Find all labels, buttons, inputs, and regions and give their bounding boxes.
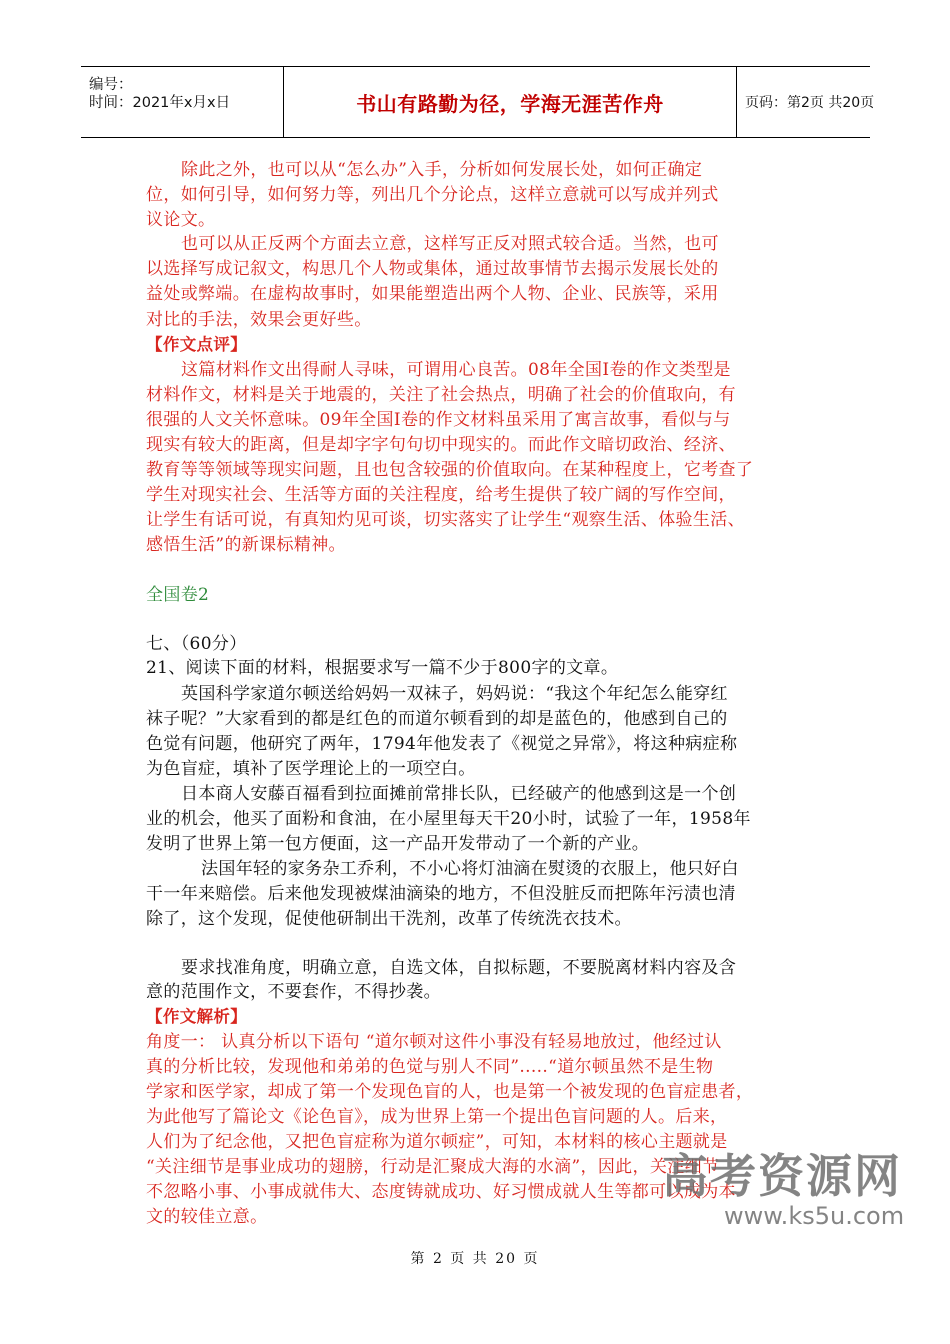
text-line: “关注细节是事业成功的翅膀，行动是汇聚成大海的水滴”，因此，关注细节 bbox=[146, 1157, 720, 1177]
text-line: 议论文。 bbox=[146, 210, 216, 230]
number-label: 编号： bbox=[89, 77, 133, 93]
text-line: 人们为了纪念他，又把色盲症称为道尔顿症”，可知，本材料的核心主题就是 bbox=[146, 1132, 728, 1152]
date-label: 时间：2021年x月x日 bbox=[89, 95, 231, 111]
text-line: 角度一： 认真分析以下语句 “道尔顿对这件小事没有轻易地放过，他经过认 bbox=[146, 1032, 722, 1052]
text-line: 为色盲症，填补了医学理论上的一项空白。 bbox=[146, 759, 476, 779]
text-line: 全国卷2 bbox=[146, 585, 210, 605]
text-line: 以选择写成记叙文，构思几个人物或集体，通过故事情节去揭示发展长处的 bbox=[146, 259, 719, 279]
text-line: 真的分析比较，发现他和弟弟的色觉与别人不同”.....“道尔顿虽然不是生物 bbox=[146, 1057, 714, 1077]
text-line: 英国科学家道尔顿送给妈妈一双袜子，妈妈说：“我这个年纪怎么能穿红 bbox=[181, 684, 728, 704]
text-line: 很强的人文关怀意味。09年全国Ⅰ卷的作文材料虽采用了寓言故事，看似与与 bbox=[146, 410, 731, 430]
text-line: 21、阅读下面的材料，根据要求写一篇不少于800字的文章。 bbox=[146, 658, 619, 678]
text-line: 教育等等领域等现实问题，且也包含较强的价值取向。在某种程度上，它考查了 bbox=[146, 460, 754, 480]
text-line: 发明了世界上第一包方便面，这一产品开发带动了一个新的产业。 bbox=[146, 834, 650, 854]
text-line: 学家和医学家，却成了第一个发现色盲的人，也是第一个被发现的色盲症患者， bbox=[146, 1082, 754, 1102]
watermark-logo bbox=[662, 1140, 922, 1260]
header-meta bbox=[81, 67, 283, 137]
text-line: 也可以从正反两个方面去立意，这样写正反对照式较合适。当然，也可 bbox=[181, 234, 719, 254]
text-line: 【作文解析】 bbox=[146, 1007, 248, 1026]
text-line: 日本商人安藤百福看到拉面摊前常排长队，已经破产的他感到这是一个创 bbox=[181, 784, 737, 804]
text-line: 除此之外，也可以从“怎么办”入手，分析如何发展长处，如何正确定 bbox=[181, 160, 703, 180]
text-line: 感悟生活”的新课标精神。 bbox=[146, 535, 346, 555]
text-line: 不忽略小事、小事成就伟大、态度铸就成功、好习惯成就人生等都可以成为本 bbox=[146, 1182, 736, 1202]
text-line: 材料作文，材料是关于地震的，关注了社会热点，明确了社会的价值取向，有 bbox=[146, 385, 736, 405]
text-line: 【作文点评】 bbox=[146, 335, 248, 354]
text-line: 现实有较大的距离，但是却字字句句切中现实的。而此作文暗切政治、经济、 bbox=[146, 435, 736, 455]
text-line: 七、（60分） bbox=[146, 634, 247, 654]
text-line: 法国年轻的家务杂工乔利，不小心将灯油滴在熨烫的衣服上，他只好白 bbox=[201, 859, 739, 879]
text-line: 学生对现实社会、生活等方面的关注程度，给考生提供了较广阔的写作空间， bbox=[146, 485, 736, 505]
text-line: 为此他写了篇论文《论色盲》，成为世界上第一个提出色盲问题的人。后来， bbox=[146, 1107, 728, 1127]
text-line: 袜子呢？”大家看到的都是红色的而道尔顿看到的却是蓝色的，他感到自己的 bbox=[146, 709, 728, 729]
watermark-url: www.ks5u.com bbox=[724, 1202, 905, 1230]
text-line: 这篇材料作文出得耐人寻味，可谓用心良苦。08年全国Ⅰ卷的作文类型是 bbox=[181, 360, 731, 380]
text-line: 位，如何引导，如何努力等，列出几个分论点，这样立意就可以写成并列式 bbox=[146, 185, 719, 205]
text-line: 意的范围作文，不要套作，不得抄袭。 bbox=[146, 982, 441, 1002]
text-line: 除了，这个发现，促使他研制出干洗剂，改革了传统洗衣技术。 bbox=[146, 909, 632, 929]
text-line: 业的机会，他买了面粉和食油，在小屋里每天干20小时，试验了一年，1958年 bbox=[146, 809, 751, 829]
watermark-title: 高考资源网 bbox=[662, 1149, 902, 1203]
text-line: 干一年来赔偿。后来他发现被煤油滴染的地方，不但没脏反而把陈年污渍也清 bbox=[146, 884, 736, 904]
header-page-info: 页码：第2页 共20页 bbox=[745, 95, 875, 111]
document-header bbox=[81, 66, 875, 138]
text-line: 对比的手法，效果会更好些。 bbox=[146, 310, 372, 330]
text-line: 色觉有问题，他研究了两年，1794年他发表了《视觉之异常》，将这种病症称 bbox=[146, 734, 738, 754]
page-footer: 第 2 页 共 20 页 bbox=[410, 1251, 540, 1267]
text-line: 要求找准角度，明确立意，自选文体，自拟标题，不要脱离材料内容及含 bbox=[181, 958, 737, 978]
text-line: 让学生有话可说，有真知灼见可谈，切实落实了让学生“观察生活、体验生活、 bbox=[146, 510, 745, 530]
text-line: 文的较佳立意。 bbox=[146, 1207, 268, 1227]
text-line: 益处或弊端。在虚构故事时，如果能塑造出两个人物、企业、民族等，采用 bbox=[146, 284, 719, 304]
header-motto: 书山有路勤为径，学海无涯苦作舟 bbox=[283, 67, 737, 137]
